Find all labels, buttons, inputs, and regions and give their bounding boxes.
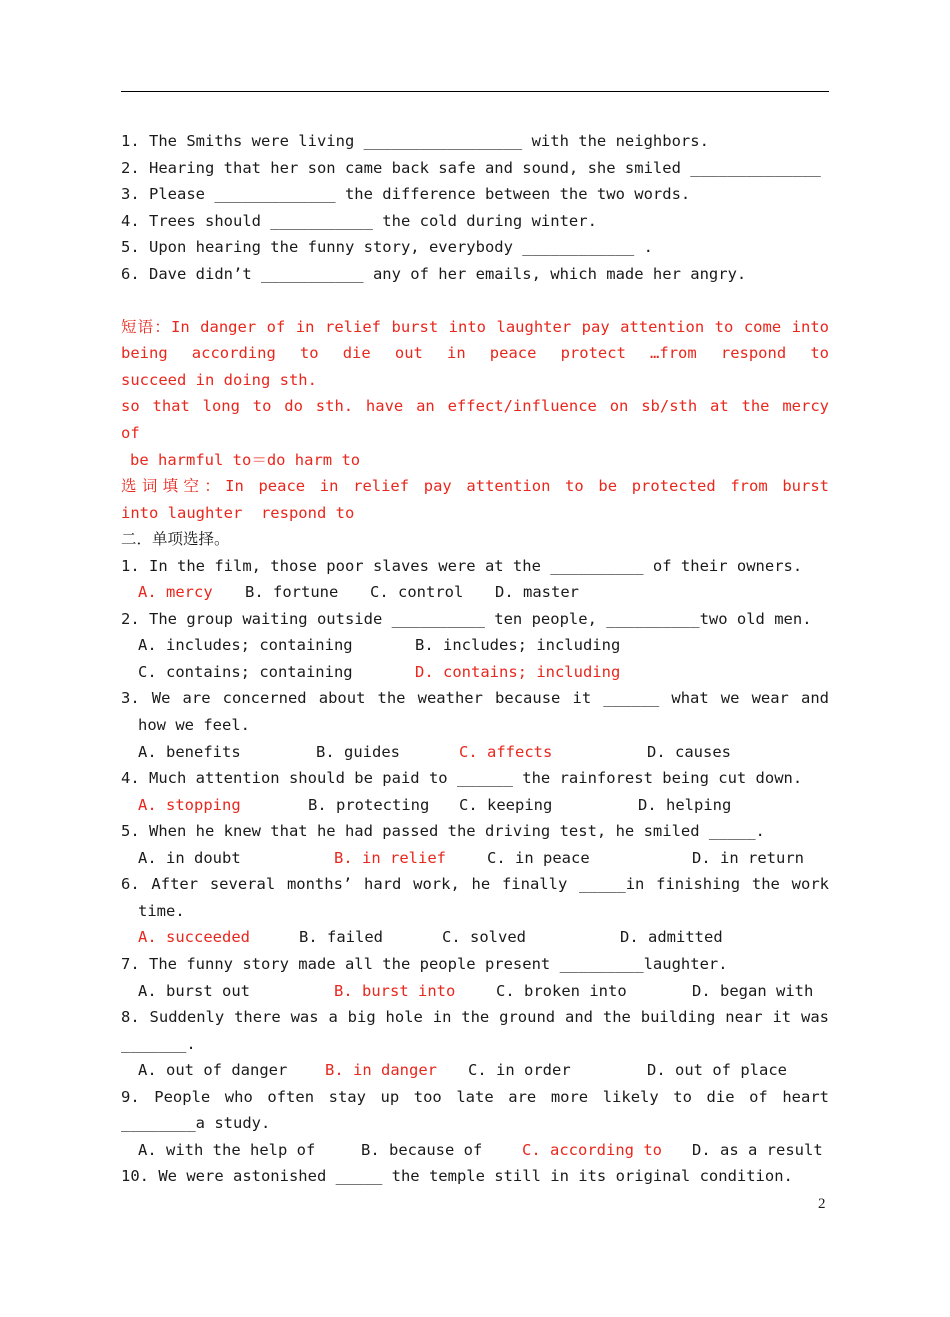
- answer-fill-line: into laughter respond to: [121, 503, 355, 522]
- answer-option: C. affects: [459, 742, 553, 761]
- option: A. out of danger: [138, 1061, 288, 1080]
- option-row: [121, 1137, 829, 1164]
- question-list: [121, 553, 829, 1190]
- option: B. includes; including: [415, 636, 621, 655]
- question-text: _______.: [121, 1034, 196, 1053]
- question-text: 10. We were astonished _____ the temple still in its original condition.: [121, 1167, 793, 1186]
- question-text: 4. Much attention should be paid to ______ the rainforest being cut down.: [121, 769, 803, 788]
- option: C. in order: [468, 1061, 571, 1080]
- answer-phrases-line: succeed in doing sth.: [121, 370, 317, 389]
- option: B. failed: [299, 928, 383, 947]
- question-text: 3. We are concerned about the weather because it ______ what we wear and: [121, 689, 829, 708]
- answer-phrases-line: so that long to do sth. have an effect/influence on sb/sth at the mercy: [121, 397, 829, 416]
- option-row: [121, 1057, 829, 1084]
- option: D. began with: [692, 981, 814, 1000]
- answer-option: B. in danger: [325, 1061, 437, 1080]
- option: C. solved: [442, 928, 526, 947]
- option: A. burst out: [138, 981, 250, 1000]
- answer-phrases-line: of: [121, 424, 140, 443]
- option: B. guides: [316, 742, 400, 761]
- option-row: [121, 792, 829, 819]
- option-row: [121, 845, 829, 872]
- question-text: how we feel.: [138, 716, 250, 735]
- question-text: 1. In the film, those poor slaves were at the __________ of their owners.: [121, 556, 803, 575]
- option: A. with the help of: [138, 1140, 316, 1159]
- question-text: 8. Suddenly there was a big hole in the ground and the building near it was: [121, 1008, 829, 1027]
- fill-blank-item: 3. Please _____________ the difference between the two words.: [121, 185, 691, 204]
- option: B. protecting: [308, 795, 430, 814]
- question-text: 2. The group waiting outside __________ ten people, __________two old men.: [121, 609, 812, 628]
- option: C. control: [370, 583, 464, 602]
- answer-phrases-line: be harmful to＝do harm to: [130, 450, 361, 469]
- option: C. in peace: [487, 848, 590, 867]
- answer-phrases-line: 短语：In danger of in relief burst into laughter pay attention to come into: [121, 317, 829, 336]
- answer-phrases-line: being according to die out in peace protect …from respond to: [121, 344, 829, 363]
- option: A. includes; containing: [138, 636, 353, 655]
- section-title: 二．单项选择。: [121, 530, 230, 549]
- option-row: [121, 632, 829, 659]
- option: A. in doubt: [138, 848, 241, 867]
- answer-option: B. burst into: [334, 981, 456, 1000]
- question-text: time.: [138, 901, 185, 920]
- question-text: 7. The funny story made all the people present _________laughter.: [121, 954, 728, 973]
- question-text: ________a study.: [121, 1114, 271, 1133]
- option: D. as a result: [692, 1140, 823, 1159]
- fill-blank-item: 6. Dave didn’t ___________ any of her emails, which made her angry.: [121, 264, 747, 283]
- question-text: 6. After several months’ hard work, he finally _____in finishing the work: [121, 875, 829, 894]
- fill-blank-item: 4. Trees should ___________ the cold during winter.: [121, 211, 597, 230]
- answer-option: A. mercy: [138, 583, 213, 602]
- spacer: [121, 287, 829, 314]
- page-content: [121, 128, 829, 1190]
- fill-blank-item: 5. Upon hearing the funny story, everybody ____________ .: [121, 238, 653, 257]
- answer-fill-line: 选词填空：In peace in relief pay attention to be protected from burst: [121, 477, 829, 496]
- answer-option: B. in relief: [334, 848, 446, 867]
- header-rule: [121, 91, 829, 92]
- answer-option: A. succeeded: [138, 928, 250, 947]
- option: A. benefits: [138, 742, 241, 761]
- option-row: [121, 978, 829, 1005]
- fill-blank-item: 1. The Smiths were living _________________ with the neighbors.: [121, 132, 709, 150]
- option-row: [121, 924, 829, 951]
- question-text: 9. People who often stay up too late are more likely to die of heart: [121, 1087, 829, 1106]
- option: C. contains; containing: [138, 662, 353, 681]
- option: C. keeping: [459, 795, 553, 814]
- option: D. admitted: [620, 928, 723, 947]
- answer-option: C. according to: [522, 1140, 662, 1159]
- question-text: 5. When he knew that he had passed the driving test, he smiled _____.: [121, 822, 765, 841]
- option: D. master: [495, 583, 579, 602]
- answer-option: D. contains; including: [415, 662, 621, 681]
- fill-blank-item: 2. Hearing that her son came back safe and sound, she smiled ______________: [121, 158, 821, 177]
- option-row: [121, 659, 829, 686]
- option: D. out of place: [647, 1061, 787, 1080]
- option: B. because of: [361, 1140, 483, 1159]
- option: D. helping: [638, 795, 732, 814]
- option-row: [121, 579, 829, 606]
- option: B. fortune: [245, 583, 339, 602]
- answer-option: A. stopping: [138, 795, 241, 814]
- page-number: 2: [818, 1196, 826, 1212]
- option: D. in return: [692, 848, 804, 867]
- option: D. causes: [647, 742, 731, 761]
- option: C. broken into: [496, 981, 627, 1000]
- option-row: [121, 739, 829, 766]
